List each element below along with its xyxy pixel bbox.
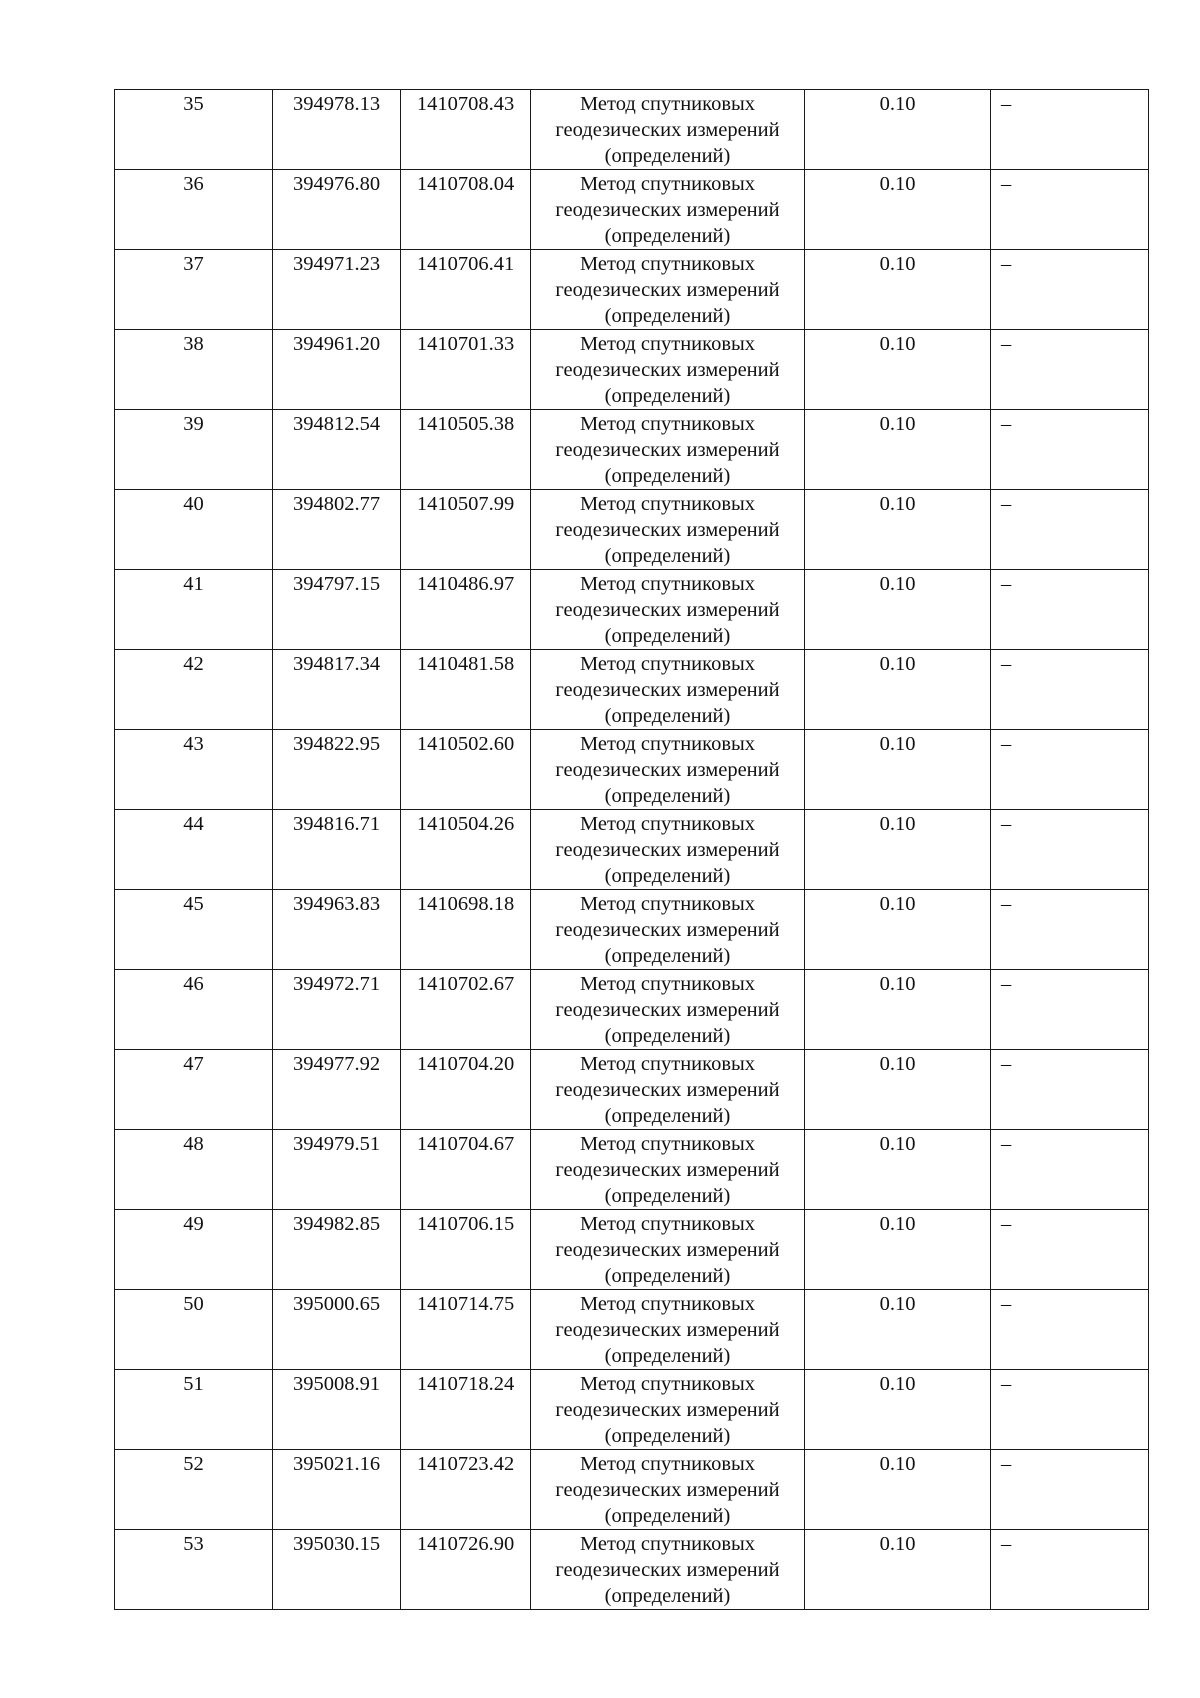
method-cell: Метод спутниковых геодезических измерений (определений) [531,330,805,410]
accuracy-cell: 0.10 [805,410,991,490]
note-cell: – [991,810,1149,890]
table-row [115,1050,1149,1130]
y-coordinate-cell: 1410704.67 [401,1130,531,1210]
point-number-cell: 44 [115,810,273,890]
method-cell: Метод спутниковых геодезических измерений (определений) [531,1210,805,1290]
note-cell: – [991,650,1149,730]
method-cell: Метод спутниковых геодезических измерений (определений) [531,490,805,570]
accuracy-cell: 0.10 [805,970,991,1050]
note-cell: – [991,330,1149,410]
table-row [115,330,1149,410]
x-coordinate-cell: 395008.91 [273,1370,401,1450]
point-number-cell: 47 [115,1050,273,1130]
accuracy-cell: 0.10 [805,570,991,650]
point-number-cell: 53 [115,1530,273,1610]
table-body [115,90,1149,1610]
point-number-cell: 51 [115,1370,273,1450]
x-coordinate-cell: 394797.15 [273,570,401,650]
method-cell: Метод спутниковых геодезических измерений (определений) [531,410,805,490]
y-coordinate-cell: 1410718.24 [401,1370,531,1450]
accuracy-cell: 0.10 [805,730,991,810]
note-cell: – [991,1370,1149,1450]
accuracy-cell: 0.10 [805,90,991,170]
y-coordinate-cell: 1410723.42 [401,1450,531,1530]
table-row [115,170,1149,250]
point-number-cell: 37 [115,250,273,330]
note-cell: – [991,170,1149,250]
point-number-cell: 43 [115,730,273,810]
note-cell: – [991,90,1149,170]
table-row [115,570,1149,650]
method-cell: Метод спутниковых геодезических измерений (определений) [531,1450,805,1530]
method-cell: Метод спутниковых геодезических измерений (определений) [531,1290,805,1370]
table-row [115,890,1149,970]
x-coordinate-cell: 394979.51 [273,1130,401,1210]
method-cell: Метод спутниковых геодезических измерений (определений) [531,90,805,170]
x-coordinate-cell: 394976.80 [273,170,401,250]
method-cell: Метод спутниковых геодезических измерений (определений) [531,730,805,810]
table-row [115,1130,1149,1210]
table-row [115,1210,1149,1290]
x-coordinate-cell: 394978.13 [273,90,401,170]
accuracy-cell: 0.10 [805,650,991,730]
table-row [115,1290,1149,1370]
x-coordinate-cell: 394816.71 [273,810,401,890]
method-cell: Метод спутниковых геодезических измерений (определений) [531,1050,805,1130]
accuracy-cell: 0.10 [805,1210,991,1290]
y-coordinate-cell: 1410502.60 [401,730,531,810]
table-row [115,1370,1149,1450]
method-cell: Метод спутниковых геодезических измерений (определений) [531,250,805,330]
y-coordinate-cell: 1410505.38 [401,410,531,490]
y-coordinate-cell: 1410701.33 [401,330,531,410]
note-cell: – [991,490,1149,570]
note-cell: – [991,1450,1149,1530]
point-number-cell: 41 [115,570,273,650]
y-coordinate-cell: 1410706.15 [401,1210,531,1290]
accuracy-cell: 0.10 [805,810,991,890]
accuracy-cell: 0.10 [805,890,991,970]
accuracy-cell: 0.10 [805,1450,991,1530]
accuracy-cell: 0.10 [805,1130,991,1210]
table-row [115,410,1149,490]
point-number-cell: 49 [115,1210,273,1290]
note-cell: – [991,730,1149,810]
table-row [115,810,1149,890]
table-row [115,970,1149,1050]
x-coordinate-cell: 394817.34 [273,650,401,730]
y-coordinate-cell: 1410708.43 [401,90,531,170]
note-cell: – [991,1530,1149,1610]
x-coordinate-cell: 394802.77 [273,490,401,570]
method-cell: Метод спутниковых геодезических измерений (определений) [531,1130,805,1210]
table-row [115,250,1149,330]
table-row [115,730,1149,810]
x-coordinate-cell: 394812.54 [273,410,401,490]
y-coordinate-cell: 1410704.20 [401,1050,531,1130]
y-coordinate-cell: 1410507.99 [401,490,531,570]
note-cell: – [991,890,1149,970]
method-cell: Метод спутниковых геодезических измерений (определений) [531,810,805,890]
accuracy-cell: 0.10 [805,1370,991,1450]
method-cell: Метод спутниковых геодезических измерений (определений) [531,890,805,970]
accuracy-cell: 0.10 [805,170,991,250]
y-coordinate-cell: 1410698.18 [401,890,531,970]
point-number-cell: 50 [115,1290,273,1370]
y-coordinate-cell: 1410706.41 [401,250,531,330]
x-coordinate-cell: 394977.92 [273,1050,401,1130]
accuracy-cell: 0.10 [805,1530,991,1610]
method-cell: Метод спутниковых геодезических измерений (определений) [531,970,805,1050]
point-number-cell: 45 [115,890,273,970]
table-row [115,1530,1149,1610]
y-coordinate-cell: 1410481.58 [401,650,531,730]
accuracy-cell: 0.10 [805,1050,991,1130]
note-cell: – [991,570,1149,650]
table-row [115,1450,1149,1530]
accuracy-cell: 0.10 [805,250,991,330]
note-cell: – [991,410,1149,490]
method-cell: Метод спутниковых геодезических измерений (определений) [531,650,805,730]
accuracy-cell: 0.10 [805,330,991,410]
y-coordinate-cell: 1410702.67 [401,970,531,1050]
note-cell: – [991,1210,1149,1290]
method-cell: Метод спутниковых геодезических измерений (определений) [531,170,805,250]
method-cell: Метод спутниковых геодезических измерений (определений) [531,1530,805,1610]
note-cell: – [991,1050,1149,1130]
point-number-cell: 38 [115,330,273,410]
accuracy-cell: 0.10 [805,490,991,570]
point-number-cell: 36 [115,170,273,250]
x-coordinate-cell: 394971.23 [273,250,401,330]
point-number-cell: 52 [115,1450,273,1530]
y-coordinate-cell: 1410726.90 [401,1530,531,1610]
x-coordinate-cell: 395000.65 [273,1290,401,1370]
point-number-cell: 39 [115,410,273,490]
point-number-cell: 48 [115,1130,273,1210]
y-coordinate-cell: 1410504.26 [401,810,531,890]
x-coordinate-cell: 395030.15 [273,1530,401,1610]
point-number-cell: 40 [115,490,273,570]
table-row [115,490,1149,570]
point-number-cell: 42 [115,650,273,730]
method-cell: Метод спутниковых геодезических измерений (определений) [531,1370,805,1450]
table-row [115,650,1149,730]
x-coordinate-cell: 394972.71 [273,970,401,1050]
point-number-cell: 46 [115,970,273,1050]
note-cell: – [991,1130,1149,1210]
accuracy-cell: 0.10 [805,1290,991,1370]
y-coordinate-cell: 1410714.75 [401,1290,531,1370]
y-coordinate-cell: 1410486.97 [401,570,531,650]
x-coordinate-cell: 394961.20 [273,330,401,410]
note-cell: – [991,250,1149,330]
y-coordinate-cell: 1410708.04 [401,170,531,250]
x-coordinate-cell: 395021.16 [273,1450,401,1530]
note-cell: – [991,1290,1149,1370]
x-coordinate-cell: 394822.95 [273,730,401,810]
point-number-cell: 35 [115,90,273,170]
table-row [115,90,1149,170]
x-coordinate-cell: 394982.85 [273,1210,401,1290]
method-cell: Метод спутниковых геодезических измерений (определений) [531,570,805,650]
coordinates-table [114,89,1149,1610]
x-coordinate-cell: 394963.83 [273,890,401,970]
note-cell: – [991,970,1149,1050]
